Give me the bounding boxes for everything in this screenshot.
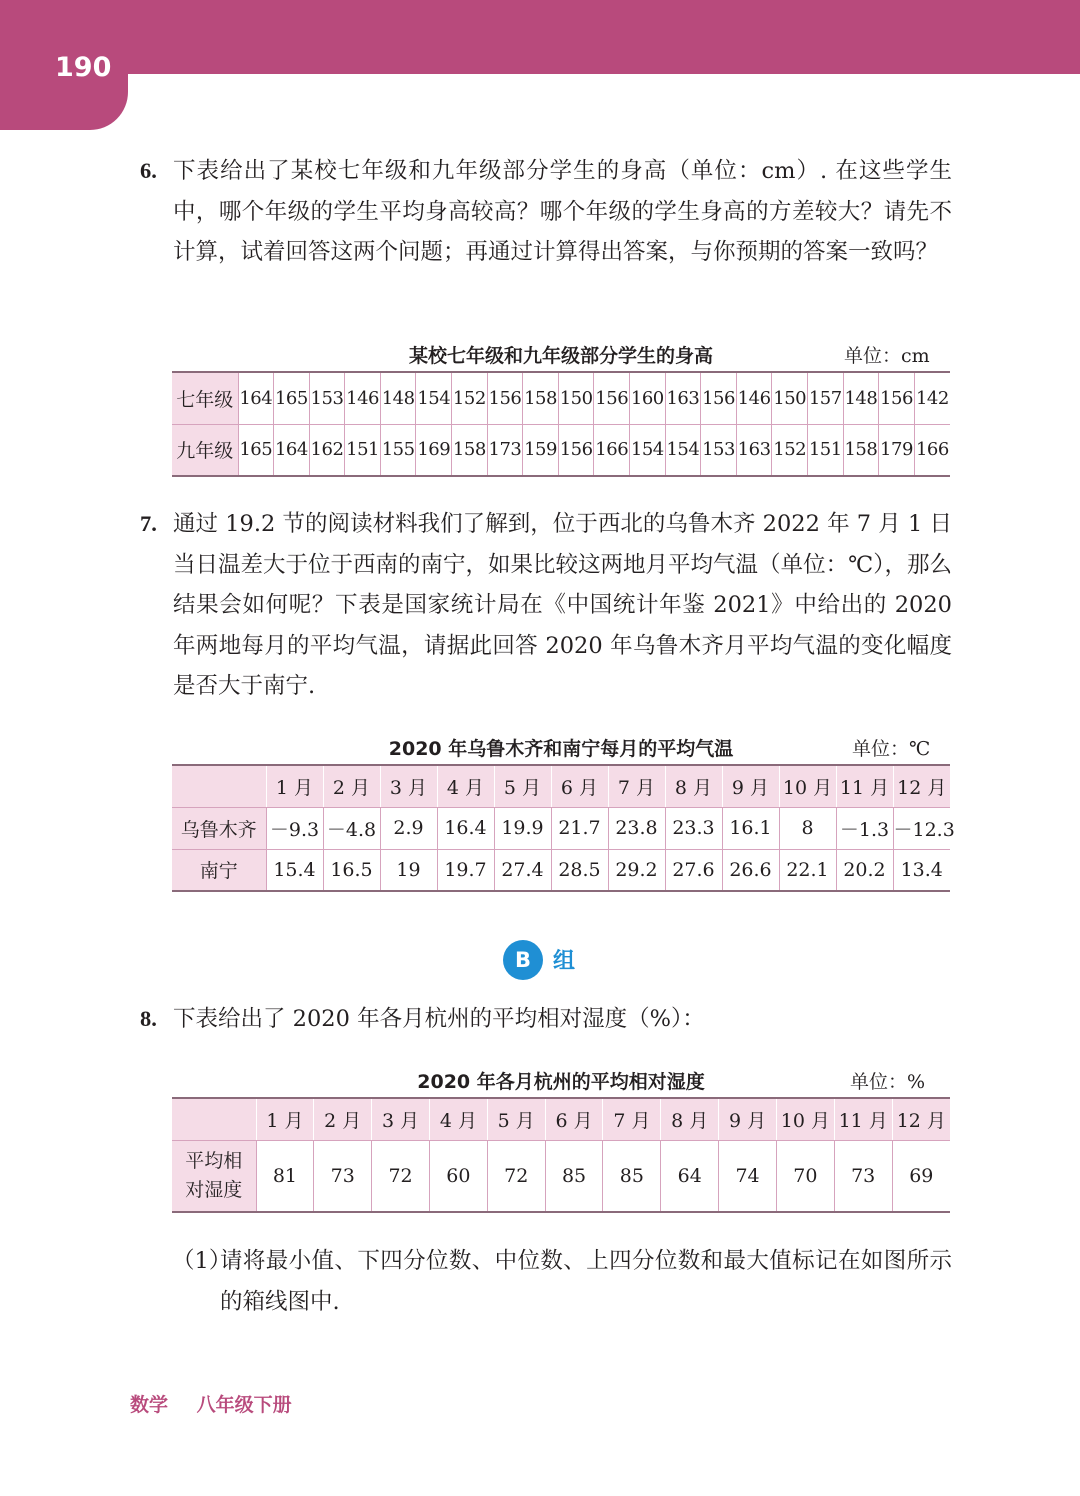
table-cell: 164 (274, 424, 310, 476)
row-header-line: 平均相 (185, 1149, 243, 1172)
table-cell: 70 (776, 1140, 834, 1212)
table-cell: 21.7 (551, 807, 608, 849)
table-cell: 146 (736, 372, 772, 424)
table-cell: 169 (416, 424, 452, 476)
table-cell: 19 (380, 849, 437, 891)
header-cell: 7 月 (608, 765, 665, 807)
header-cell: 6 月 (551, 765, 608, 807)
table-title: 2020 年各月杭州的平均相对湿度 (417, 1071, 705, 1093)
header-cell-empty (172, 1098, 256, 1140)
height-table (172, 371, 950, 477)
table-cell: 158 (523, 372, 559, 424)
table-cell: －4.8 (323, 807, 380, 849)
header-cell: 1 月 (256, 1098, 314, 1140)
question-text: 下表给出了 2020 年各月杭州的平均相对湿度（%）： (173, 1006, 705, 1032)
header-cell: 12 月 (893, 765, 950, 807)
group-label: 组 (553, 949, 576, 974)
table-cell: 163 (736, 424, 772, 476)
table-cell: 29.2 (608, 849, 665, 891)
header-cell: 4 月 (437, 765, 494, 807)
table-unit: 单位：cm (844, 345, 930, 367)
header-cell: 6 月 (545, 1098, 603, 1140)
table-caption (172, 1067, 950, 1095)
header-cell: 5 月 (487, 1098, 545, 1140)
table-cell: 23.3 (665, 807, 722, 849)
table-cell: 150 (558, 372, 594, 424)
question-number: 8. (140, 1006, 157, 1031)
header-cell: 11 月 (834, 1098, 892, 1140)
question-number: 6. (140, 158, 157, 183)
table-cell: －12.3 (893, 807, 950, 849)
table-title: 2020 年乌鲁木齐和南宁每月的平均气温 (388, 738, 734, 760)
table-row (172, 424, 950, 476)
table-cell: 148 (380, 372, 416, 424)
table-cell: 23.8 (608, 807, 665, 849)
table-cell: 28.5 (551, 849, 608, 891)
table-row (172, 849, 950, 891)
table-cell: 72 (372, 1140, 430, 1212)
table-row (172, 807, 950, 849)
table-cell: 166 (594, 424, 630, 476)
table-cell: 19.7 (437, 849, 494, 891)
table-cell: 151 (345, 424, 381, 476)
table-cell: 156 (879, 372, 915, 424)
table-cell: 2.9 (380, 807, 437, 849)
header-cell: 2 月 (323, 765, 380, 807)
table-cell: 152 (452, 372, 488, 424)
humidity-table (172, 1097, 950, 1213)
question-text: 下表给出了某校七年级和九年级部分学生的身高（单位：cm）. 在这些学生中，哪个年级的学生平均身高较高？哪个年级的学生身高的方差较大？请先不计算，试着回答这两个问题；再通过计算得出答案，与你预期的答案一致吗？ (173, 158, 952, 265)
row-header: 七年级 (172, 372, 238, 424)
page-number: 190 (55, 52, 112, 83)
table-cell: 27.6 (665, 849, 722, 891)
table-cell: 69 (892, 1140, 950, 1212)
table-cell: 156 (558, 424, 594, 476)
table-cell: 153 (309, 372, 345, 424)
header-cell-empty (172, 765, 266, 807)
table-header-row (172, 1098, 950, 1140)
table-cell: 152 (772, 424, 808, 476)
header-cell: 11 月 (836, 765, 893, 807)
table-cell: 173 (487, 424, 523, 476)
table-cell: 158 (843, 424, 879, 476)
table-cell: 179 (879, 424, 915, 476)
table-cell: 74 (719, 1140, 777, 1212)
table-cell: 166 (914, 424, 950, 476)
table-cell: 155 (380, 424, 416, 476)
table-cell: 27.4 (494, 849, 551, 891)
header-cell: 1 月 (266, 765, 323, 807)
header-cell: 7 月 (603, 1098, 661, 1140)
header-cell: 3 月 (380, 765, 437, 807)
table-cell: 19.9 (494, 807, 551, 849)
header-cell: 8 月 (661, 1098, 719, 1140)
table-cell: 156 (701, 372, 737, 424)
table-cell: 158 (452, 424, 488, 476)
table-cell: 163 (665, 372, 701, 424)
table-cell: 156 (594, 372, 630, 424)
table-cell: 81 (256, 1140, 314, 1212)
question-6 (140, 151, 952, 273)
table-cell: 157 (808, 372, 844, 424)
table-cell: 154 (630, 424, 666, 476)
table-unit: 单位：% (850, 1071, 926, 1093)
table-cell: 146 (345, 372, 381, 424)
question-text: 通过 19.2 节的阅读材料我们了解到，位于西北的乌鲁木齐 2022 年 7 月 1 日当日温差大于位于西南的南宁，如果比较这两地月平均气温（单位：℃），那么结果会如何呢？下表是国家统计局在《中国统计年鉴 2021》中给出的 2020 年两地每月的平均气温，请据此回答 2020 年乌鲁木齐月平均气温的变化幅度是否大于南宁. (173, 511, 952, 699)
row-header: 九年级 (172, 424, 238, 476)
header-cell: 4 月 (429, 1098, 487, 1140)
footer-subject: 数学 (130, 1394, 169, 1416)
table-cell: 64 (661, 1140, 719, 1212)
row-header (172, 1140, 256, 1212)
table-cell: 165 (238, 424, 274, 476)
header-cell: 5 月 (494, 765, 551, 807)
table-cell: 162 (309, 424, 345, 476)
table-cell: 153 (701, 424, 737, 476)
header-cell: 10 月 (776, 1098, 834, 1140)
table-cell: 151 (808, 424, 844, 476)
table-cell: 13.4 (893, 849, 950, 891)
header-cell: 12 月 (892, 1098, 950, 1140)
header-bar (0, 0, 1080, 74)
table-cell: 15.4 (266, 849, 323, 891)
header-cell: 2 月 (314, 1098, 372, 1140)
table-cell: 164 (238, 372, 274, 424)
table-cell: 150 (772, 372, 808, 424)
temperature-table (172, 764, 955, 892)
table-cell: 73 (314, 1140, 372, 1212)
table-title: 某校七年级和九年级部分学生的身高 (408, 345, 713, 367)
question-7 (140, 504, 952, 707)
table-cell: 154 (665, 424, 701, 476)
table-cell: 73 (834, 1140, 892, 1212)
header-cell: 9 月 (722, 765, 779, 807)
header-cell: 8 月 (665, 765, 722, 807)
table-cell: 85 (545, 1140, 603, 1212)
header-cell: 3 月 (372, 1098, 430, 1140)
table-cell: 72 (487, 1140, 545, 1212)
sub-question-1 (172, 1241, 952, 1322)
table-header-row (172, 765, 950, 807)
table-row (172, 1140, 950, 1212)
table-cell: 8 (779, 807, 836, 849)
table-cell: 159 (523, 424, 559, 476)
table-cell: 60 (429, 1140, 487, 1212)
table-cell: 154 (416, 372, 452, 424)
table-cell: 156 (487, 372, 523, 424)
table-cell: 22.1 (779, 849, 836, 891)
table-cell: 20.2 (836, 849, 893, 891)
table-cell: 148 (843, 372, 879, 424)
question-number: 7. (140, 511, 157, 536)
table-cell: 16.5 (323, 849, 380, 891)
table-row (172, 372, 950, 424)
footer (130, 1390, 314, 1417)
table-cell: 165 (274, 372, 310, 424)
question-8 (140, 999, 952, 1040)
row-header: 南宁 (172, 849, 266, 891)
sub-question-text: 请将最小值、下四分位数、中位数、上四分位数和最大值标记在如图所示的箱线图中. (220, 1248, 952, 1315)
header-cell: 9 月 (719, 1098, 777, 1140)
row-header: 乌鲁木齐 (172, 807, 266, 849)
table-unit: 单位：℃ (852, 738, 931, 760)
table-cell: 16.1 (722, 807, 779, 849)
table-caption (172, 734, 950, 762)
header-cell: 10 月 (779, 765, 836, 807)
group-badge: B (503, 940, 543, 980)
table-cell: 16.4 (437, 807, 494, 849)
table-cell: －9.3 (266, 807, 323, 849)
table-caption (172, 341, 950, 369)
sub-question-number: （1） (172, 1248, 232, 1274)
table-cell: －1.3 (836, 807, 893, 849)
footer-grade: 八年级下册 (196, 1394, 292, 1416)
table-cell: 26.6 (722, 849, 779, 891)
table-cell: 160 (630, 372, 666, 424)
table-cell: 142 (914, 372, 950, 424)
row-header-line: 对湿度 (185, 1178, 243, 1201)
table-cell: 85 (603, 1140, 661, 1212)
